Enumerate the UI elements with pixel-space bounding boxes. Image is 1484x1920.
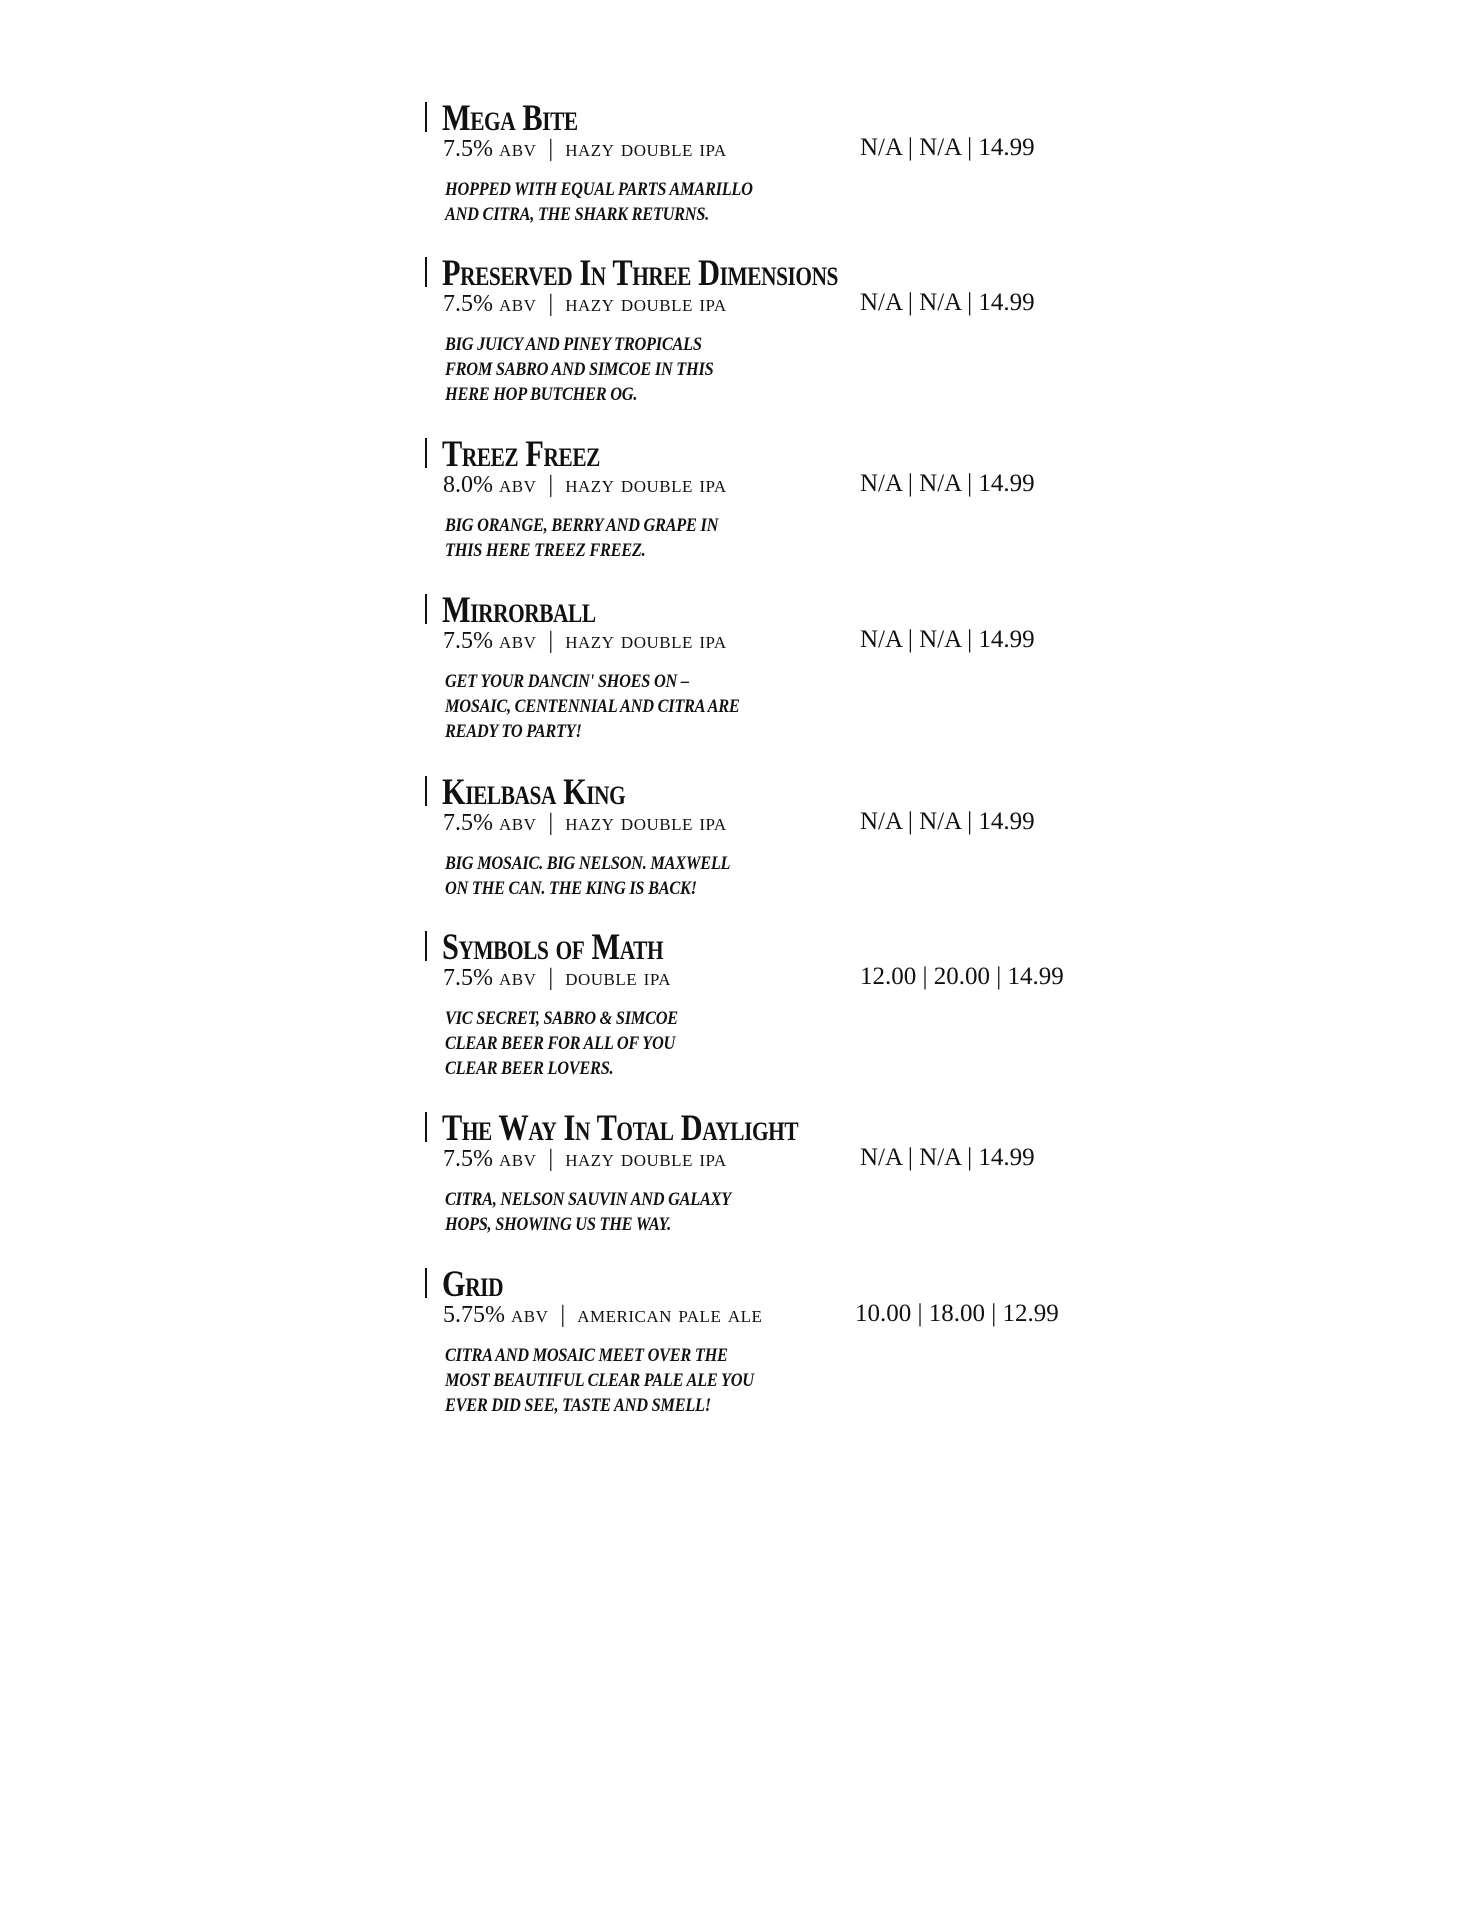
item-style: hazy double ipa	[565, 810, 727, 836]
item-separator: |	[548, 136, 554, 162]
item-abv: 7.5%	[443, 1146, 493, 1172]
item-separator: |	[548, 291, 554, 317]
item-separator: |	[548, 1146, 554, 1172]
item-meta	[443, 964, 671, 992]
item-bar	[425, 1112, 427, 1142]
item-abv-unit: abv	[499, 965, 537, 991]
item-abv-unit: abv	[499, 291, 537, 317]
item-description: CITRA, NELSON SAUVIN AND GALAXY HOPS, SHOWING US THE WAY.	[445, 1189, 731, 1235]
item-meta	[443, 135, 727, 163]
item-description: VIC SECRET, SABRO & SIMCOE CLEAR BEER FOR ALL OF YOU CLEAR BEER LOVERS.	[445, 1008, 678, 1079]
item-abv: 7.5%	[443, 965, 493, 991]
item-bar	[425, 438, 427, 468]
item-description: BIG JUICY AND PINEY TROPICALS FROM SABRO AND SIMCOE IN THIS HERE HOP BUTCHER OG.	[445, 334, 714, 405]
item-meta	[443, 1145, 727, 1173]
item-price: 12.00 | 20.00 | 14.99	[860, 963, 1064, 990]
item-meta	[443, 471, 727, 499]
item-price: 10.00 | 18.00 | 12.99	[855, 1300, 1059, 1327]
item-separator: |	[548, 472, 554, 498]
item-separator: |	[548, 965, 554, 991]
item-style: american pale ale	[577, 1302, 763, 1328]
item-bar	[425, 1268, 427, 1298]
item-abv-unit: abv	[499, 1146, 537, 1172]
item-name: Preserved In Three Dimensions	[442, 253, 839, 294]
item-meta	[443, 809, 727, 837]
item-abv-unit: abv	[499, 472, 537, 498]
item-bar	[425, 102, 427, 132]
item-price: N/A | N/A | 14.99	[860, 470, 1035, 497]
item-name: Treez Freez	[442, 434, 600, 475]
item-abv-unit: abv	[499, 628, 537, 654]
item-abv-unit: abv	[499, 136, 537, 162]
item-description: BIG ORANGE, BERRY AND GRAPE IN THIS HERE TREEZ FREEZ.	[445, 515, 719, 561]
item-description: GET YOUR DANCIN' SHOES ON – MOSAIC, CENTENNIAL AND CITRA ARE READY TO PARTY!	[445, 671, 740, 742]
item-style: hazy double ipa	[565, 628, 727, 654]
item-separator: |	[548, 810, 554, 836]
item-name: Mega Bite	[442, 98, 578, 139]
item-name: Kielbasa King	[442, 772, 626, 813]
item-bar	[425, 931, 427, 961]
item-abv: 7.5%	[443, 810, 493, 836]
item-price: N/A | N/A | 14.99	[860, 626, 1035, 653]
item-bar	[425, 257, 427, 287]
item-meta	[443, 1301, 762, 1329]
item-name: Symbols of Math	[442, 927, 664, 968]
item-name: Mirrorball	[442, 590, 596, 631]
item-name: Grid	[442, 1264, 504, 1305]
item-separator: |	[548, 628, 554, 654]
item-description: HOPPED WITH EQUAL PARTS AMARILLO AND CITRA, THE SHARK RETURNS.	[445, 179, 753, 225]
item-price: N/A | N/A | 14.99	[860, 1144, 1035, 1171]
item-style: hazy double ipa	[565, 136, 727, 162]
item-abv-unit: abv	[511, 1302, 549, 1328]
item-meta	[443, 290, 727, 318]
item-style: hazy double ipa	[565, 1146, 727, 1172]
item-style: hazy double ipa	[565, 472, 727, 498]
item-abv: 5.75%	[443, 1302, 505, 1328]
item-price: N/A | N/A | 14.99	[860, 134, 1035, 161]
item-style: hazy double ipa	[565, 291, 727, 317]
item-name: The Way In Total Daylight	[442, 1108, 799, 1149]
item-price: N/A | N/A | 14.99	[860, 808, 1035, 835]
item-abv: 7.5%	[443, 628, 493, 654]
item-separator: |	[560, 1302, 566, 1328]
item-description: CITRA AND MOSAIC MEET OVER THE MOST BEAUTIFUL CLEAR PALE ALE YOU EVER DID SEE, TASTE AND SMELL!	[445, 1345, 754, 1416]
item-bar	[425, 776, 427, 806]
item-meta	[443, 627, 727, 655]
item-description: BIG MOSAIC. BIG NELSON. MAXWELL ON THE CAN. THE KING IS BACK!	[445, 853, 730, 899]
item-bar	[425, 594, 427, 624]
item-abv: 8.0%	[443, 472, 493, 498]
item-price: N/A | N/A | 14.99	[860, 289, 1035, 316]
item-abv-unit: abv	[499, 810, 537, 836]
item-abv: 7.5%	[443, 136, 493, 162]
item-abv: 7.5%	[443, 291, 493, 317]
item-style: double ipa	[565, 965, 671, 991]
